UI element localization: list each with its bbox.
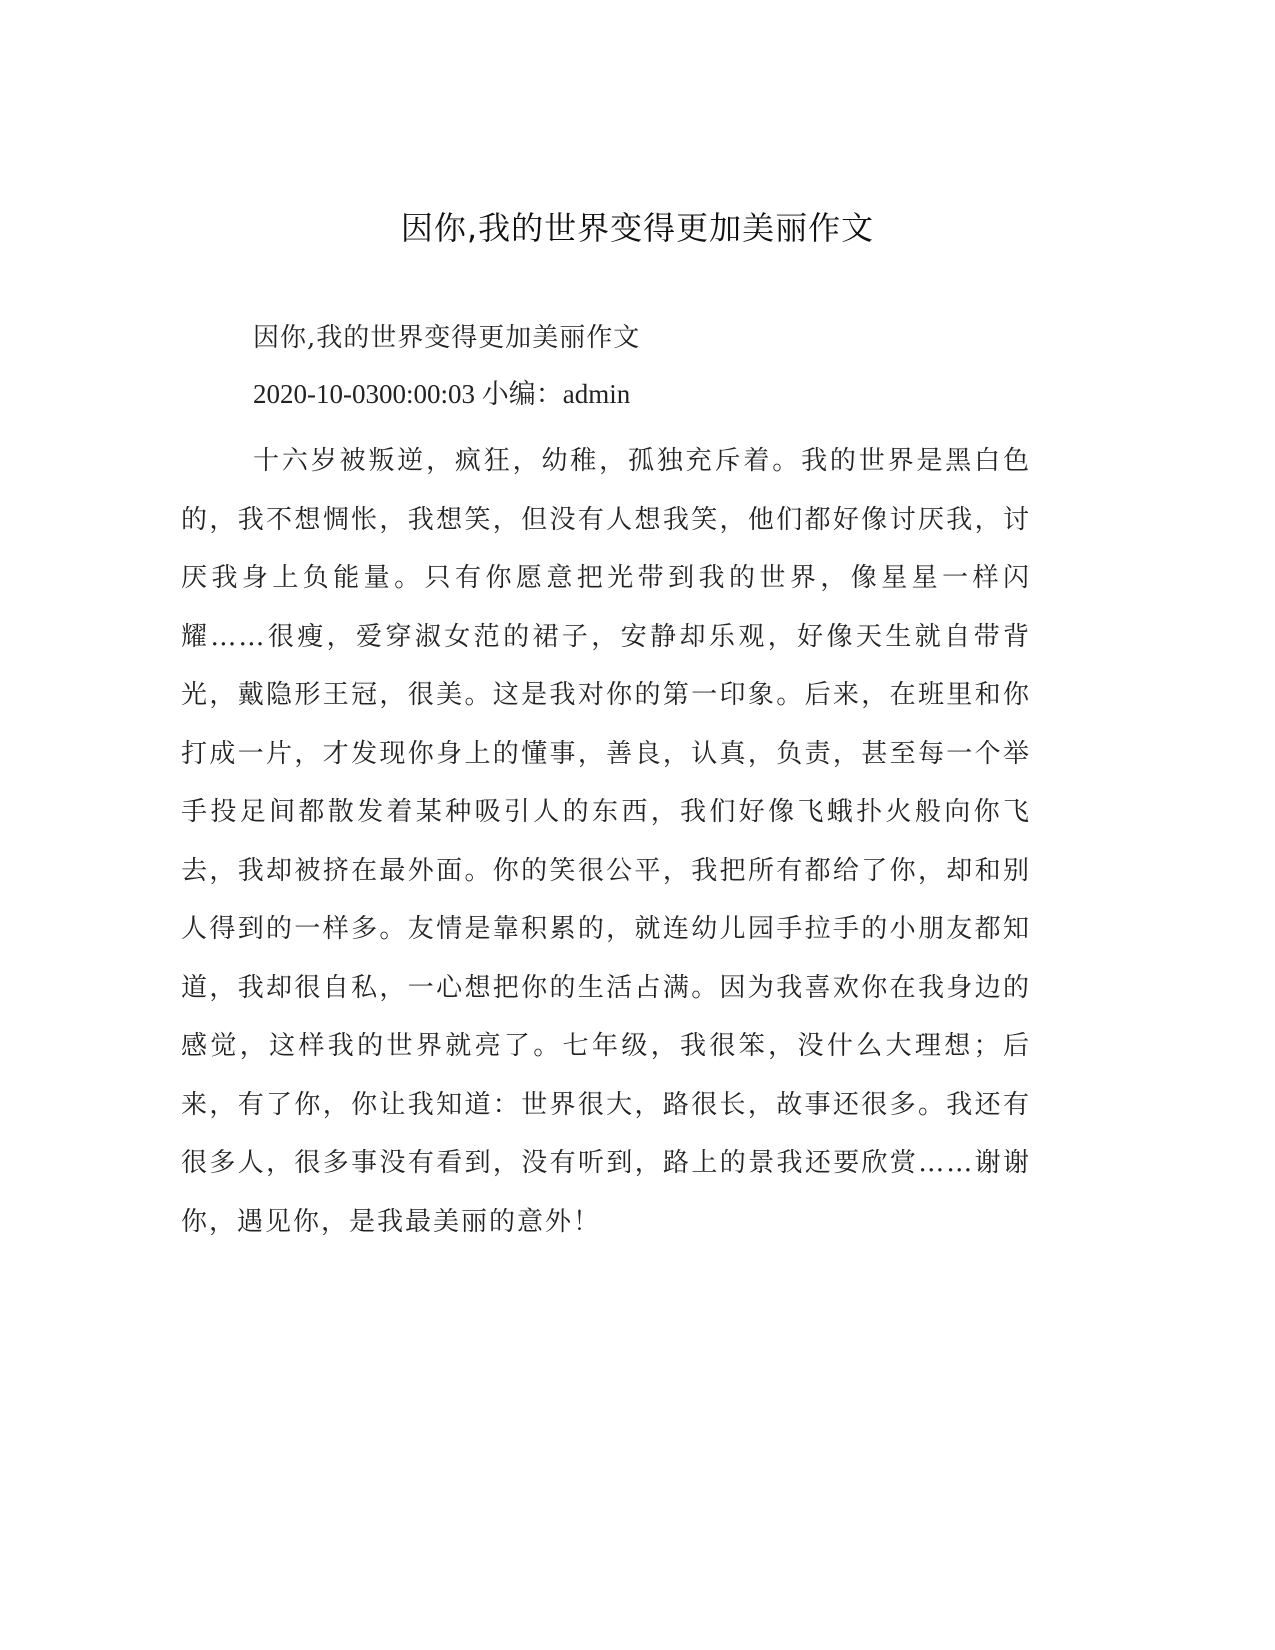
article-meta: 2020-10-0300:00:03 小编：admin [253, 379, 631, 409]
document-content [181, 318, 1031, 1251]
document-title: 因你,我的世界变得更加美丽作文 [400, 209, 875, 247]
article-subtitle: 因你,我的世界变得更加美丽作文 [253, 323, 641, 353]
article-body: 十六岁被叛逆，疯狂，幼稚，孤独充斥着。我的世界是黑白色的，我不想惆怅，我想笑，但没有人想我笑，他们都好像讨厌我，讨厌我身上负能量。只有你愿意把光带到我的世界，像星星一样闪耀……很瘦，爱穿淑女范的裙子，安静却乐观，好像天生就自带背光，戴隐形王冠，很美。这是我对你的第一印象。后来，在班里和你打成一片，才发现你身上的懂事，善良，认真，负责，甚至每一个举手投足间都散发着某种吸引人的东西，我们好像飞蛾扑火般向你飞去，我却被挤在最外面。你的笑很公平，我把所有都给了你，却和别人得到的一样多。友情是靠积累的，就连幼儿园手拉手的小朋友都知道，我却很自私，一心想把你的生活占满。因为我喜欢你在我身边的感觉，这样我的世界就亮了。七年级，我很笨，没什么大理想；后来，有了你，你让我知道：世界很大，路很长，故事还很多。我还有很多人，很多事没有看到，没有听到，路上的景我还要欣赏……谢谢你，遇见你，是我最美丽的意外！ [181, 446, 1031, 1237]
